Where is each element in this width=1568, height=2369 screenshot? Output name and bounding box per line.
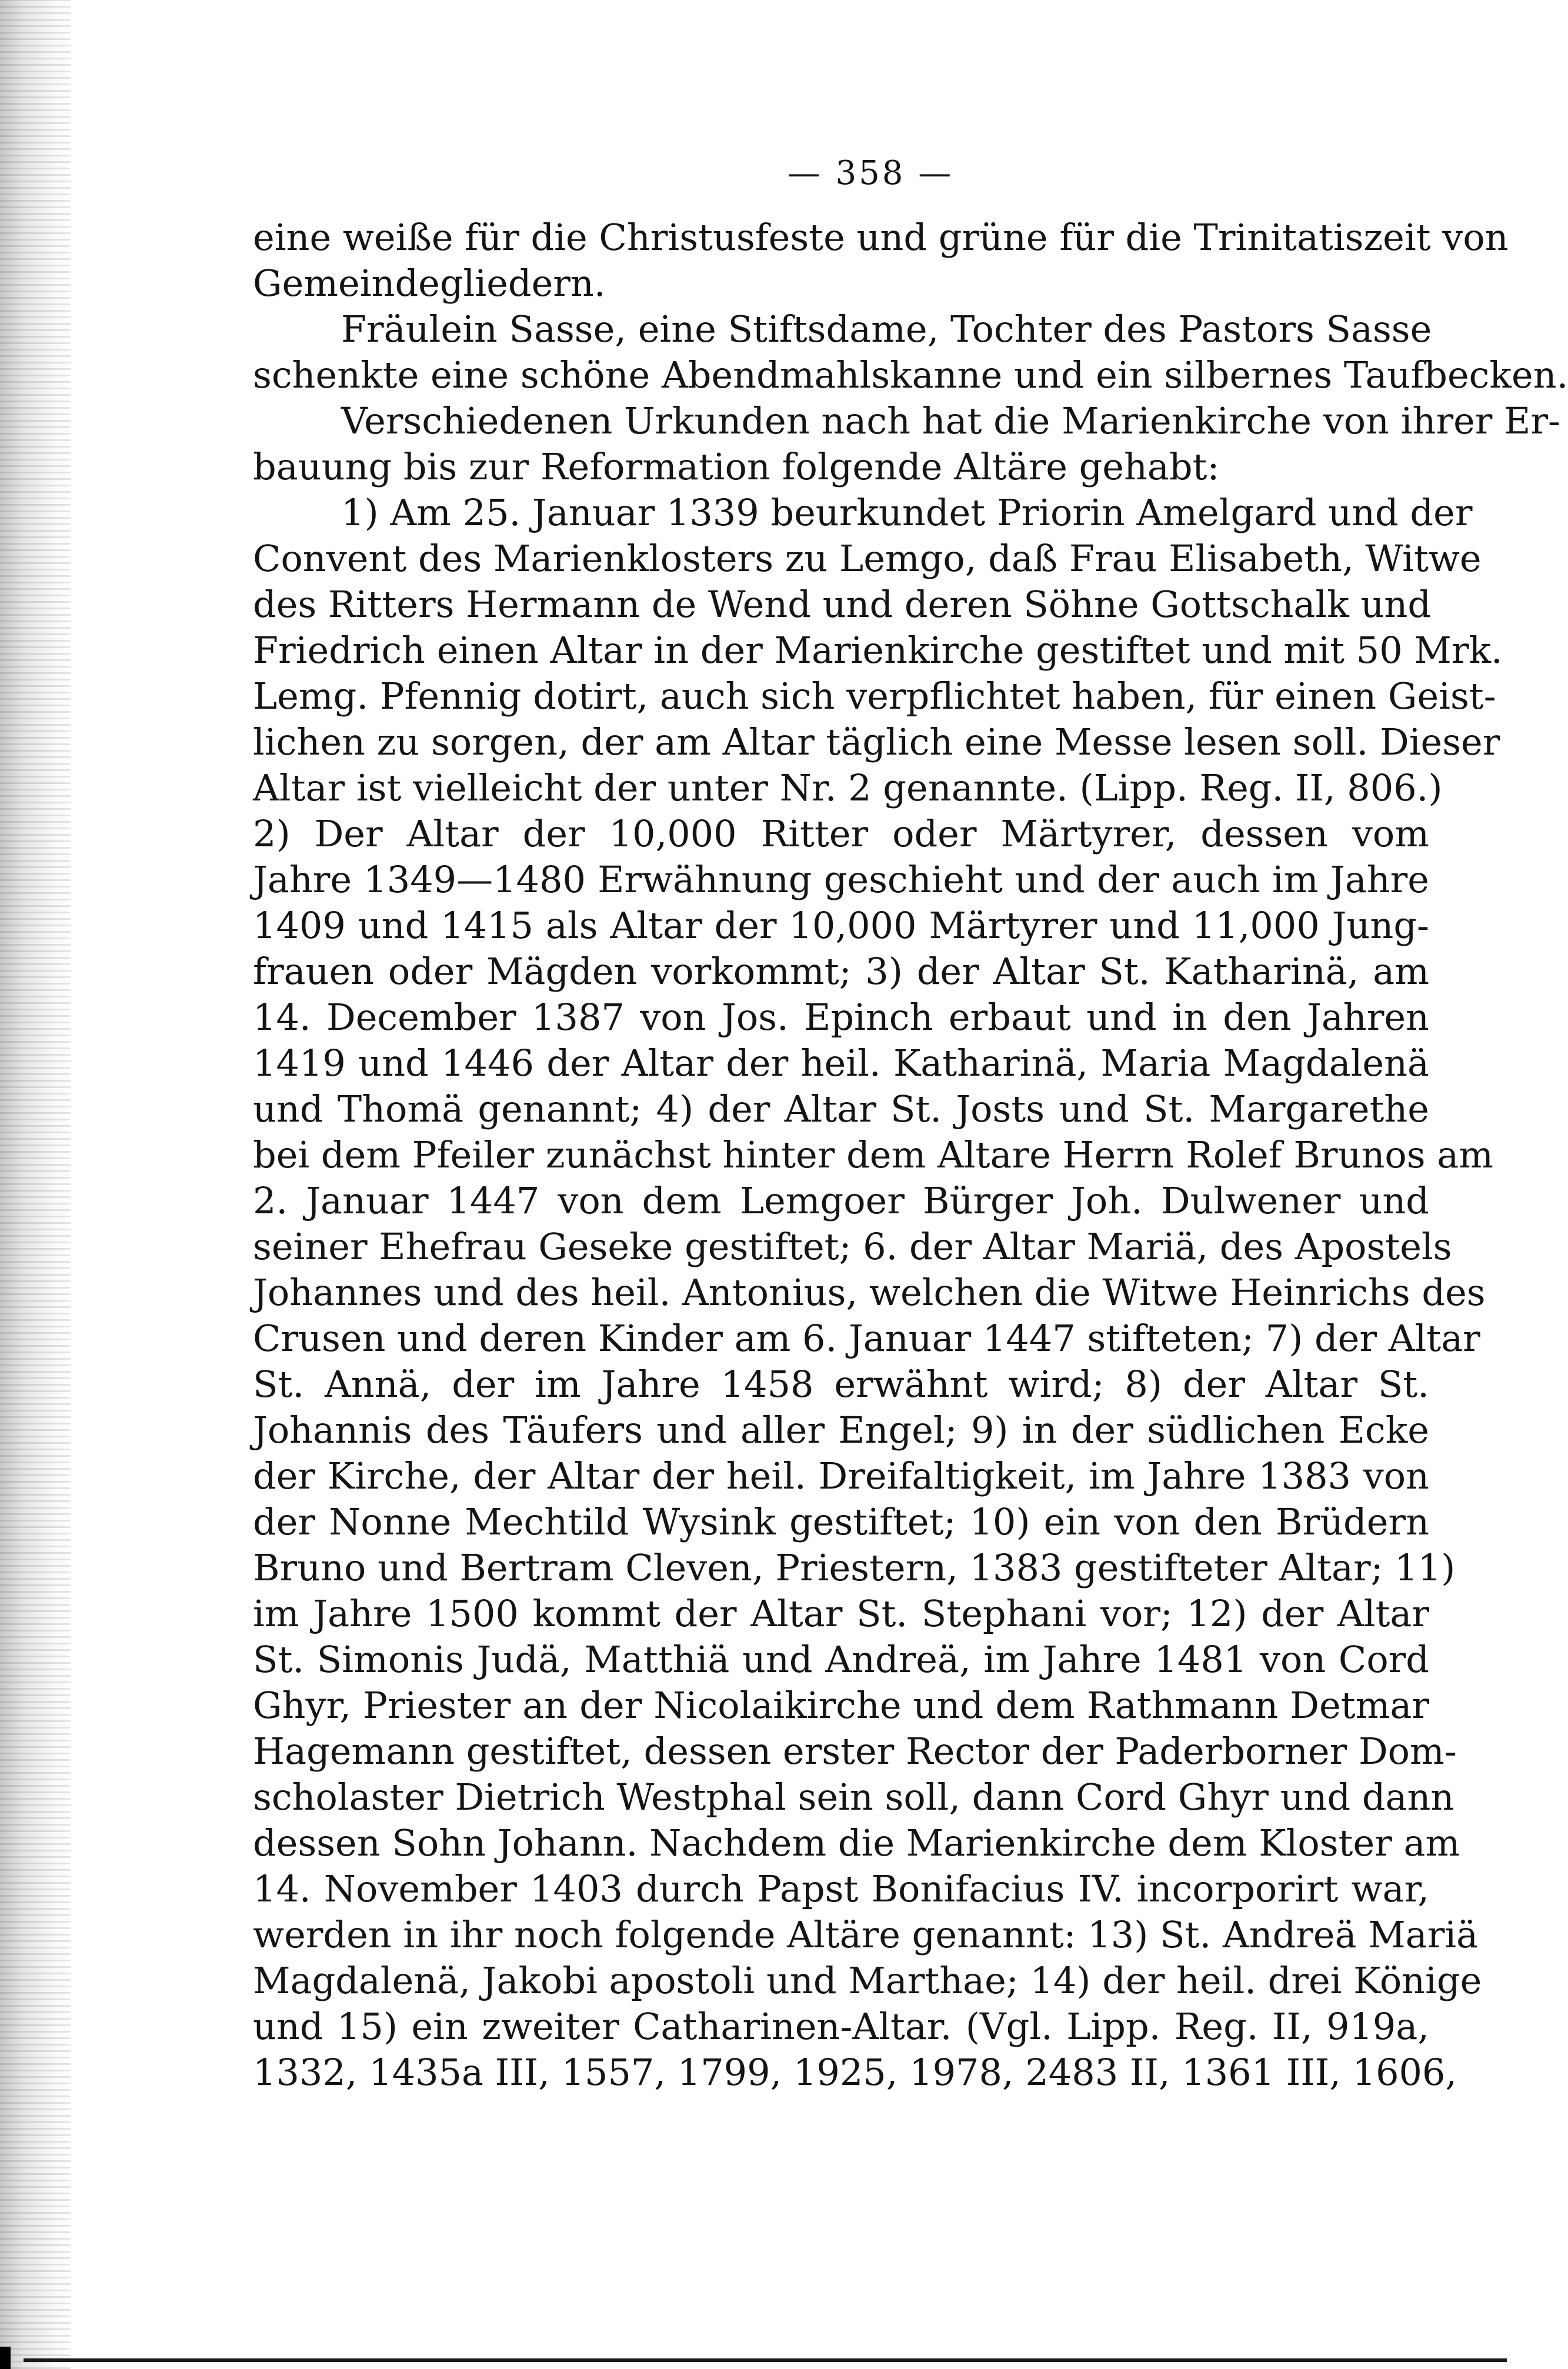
text-line: und 15) ein zweiter Catharinen-Altar. (Vgl. Lipp. Reg. II, 919a, (253, 2005, 1429, 2048)
scan-bottom-edge (24, 2358, 1507, 2362)
text-line: der Kirche, der Altar der heil. Dreifaltigkeit, im Jahre 1383 von (253, 1454, 1429, 1497)
text-line: 14. December 1387 von Jos. Epinch erbaut und in den Jahren (253, 996, 1429, 1039)
text-line: und Thomä genannt; 4) der Altar St. Josts und St. Margarethe (253, 1087, 1429, 1130)
text-line: bei dem Pfeiler zunächst hinter dem Altare Herrn Rolef Brunos am (253, 1133, 1493, 1176)
text-line: bauung bis zur Reformation folgende Altäre gehabt: (253, 445, 1220, 488)
text-line: Bruno und Bertram Cleven, Priestern, 1383 gestifteter Altar; 11) (253, 1546, 1456, 1589)
text-line: der Nonne Mechtild Wysink gestiftet; 10) ein von den Brüdern (253, 1500, 1429, 1543)
text-line: 2. Januar 1447 von dem Lemgoer Bürger Joh. Dulwener und (253, 1179, 1429, 1222)
text-line: Ghyr, Priester an der Nicolaikirche und dem Rathmann Detmar (253, 1684, 1429, 1727)
text-line: Johannes und des heil. Antonius, welchen die Witwe Heinrichs des (253, 1271, 1486, 1314)
page-number: — 358 — (787, 154, 954, 192)
text-line: St. Simonis Judä, Matthiä und Andreä, im Jahre 1481 von Cord (253, 1638, 1429, 1681)
text-line: lichen zu sorgen, der am Altar täglich eine Messe lesen soll. Dieser (253, 720, 1500, 763)
text-line: im Jahre 1500 kommt der Altar St. Stephani vor; 12) der Altar (253, 1592, 1429, 1635)
text-line: Hagemann gestiftet, dessen erster Rector der Paderborner Dom- (253, 1730, 1457, 1773)
text-line: schenkte eine schöne Abendmahlskanne und ein silbernes Taufbecken. (253, 353, 1568, 396)
text-line: Magdalenä, Jakobi apostoli und Marthae; 14) der heil. drei Könige (253, 1959, 1482, 2002)
text-line: Gemeindegliedern. (253, 262, 606, 305)
body-text (253, 215, 1568, 2096)
text-line: Fräulein Sasse, eine Stiftsdame, Tochter des Pastors Sasse (341, 308, 1432, 351)
text-line: 1332, 1435a III, 1557, 1799, 1925, 1978, 2483 II, 1361 III, 1606, (253, 2051, 1457, 2094)
text-line: eine weiße für die Christusfeste und grüne für die Trinitatiszeit von (253, 216, 1509, 259)
text-line: dessen Sohn Johann. Nachdem die Marienkirche dem Kloster am (253, 1821, 1460, 1864)
scan-corner-mark (0, 2347, 11, 2369)
text-line: des Ritters Hermann de Wend und deren Söhne Gottschalk und (253, 583, 1432, 626)
text-line: Altar ist vielleicht der unter Nr. 2 genannte. (Lipp. Reg. II, 806.) (253, 766, 1443, 809)
text-line: Lemg. Pfennig dotirt, auch sich verpflichtet haben, für einen Geist- (253, 675, 1496, 718)
text-line: Verschiedenen Urkunden nach hat die Marienkirche von ihrer Er- (341, 399, 1560, 442)
text-line: St. Annä, der im Jahre 1458 erwähnt wird; 8) der Altar St. (253, 1363, 1429, 1406)
text-line: 1419 und 1446 der Altar der heil. Katharinä, Maria Magdalenä (253, 1042, 1429, 1085)
text-line: 1) Am 25. Januar 1339 beurkundet Priorin Amelgard und der (341, 491, 1473, 534)
text-line: scholaster Dietrich Westphal sein soll, dann Cord Ghyr und dann (253, 1776, 1454, 1819)
document-page (253, 141, 1568, 2096)
text-line: Crusen und deren Kinder am 6. Januar 1447 stifteten; 7) der Altar (253, 1317, 1480, 1360)
text-line: Convent des Marienklosters zu Lemgo, daß Frau Elisabeth, Witwe (253, 537, 1482, 580)
text-line: frauen oder Mägden vorkommt; 3) der Altar St. Katharinä, am (253, 950, 1429, 993)
text-line: Friedrich einen Altar in der Marienkirche gestiftet und mit 50 Mrk. (253, 629, 1503, 672)
text-line: Jahre 1349—1480 Erwähnung geschieht und der auch im Jahre (253, 858, 1429, 901)
text-line: Johannis des Täufers und aller Engel; 9) in der südlichen Ecke (253, 1409, 1429, 1452)
text-line: seiner Ehefrau Geseke gestiftet; 6. der Altar Mariä, des Apostels (253, 1225, 1452, 1268)
text-line: 14. November 1403 durch Papst Bonifacius IV. incorporirt war, (253, 1867, 1429, 1910)
text-line: 1409 und 1415 als Altar der 10,000 Märtyrer und 11,000 Jung- (253, 904, 1429, 947)
text-line: werden in ihr noch folgende Altäre genannt: 13) St. Andreä Mariä (253, 1913, 1479, 1956)
scan-edge-artifact (0, 0, 71, 2369)
text-line: 2) Der Altar der 10,000 Ritter oder Märtyrer, dessen vom (253, 812, 1429, 855)
